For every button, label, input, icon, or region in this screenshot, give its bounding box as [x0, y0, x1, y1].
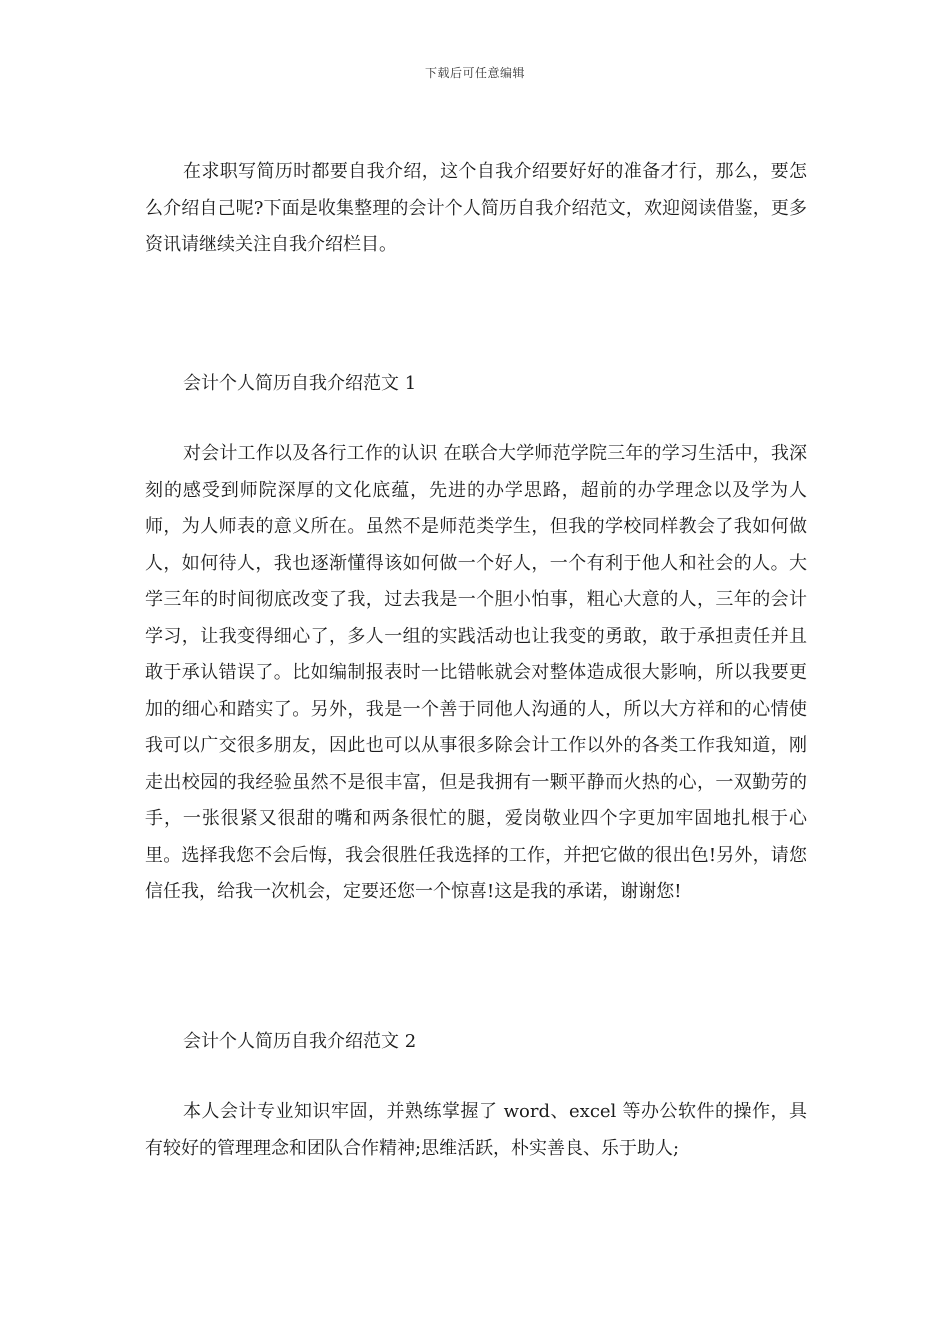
- section-2-title: 会计个人简历自我介绍范文 2: [183, 1031, 417, 1052]
- section-1-paragraph: 对会计工作以及各行工作的认识 在联合大学师范学院三年的学习生活中，我深刻的感受到师院深厚的文化底蕴，先进的办学思路，超前的办学理念以及学为人师，为人师表的意义所在。虽然不是师范类学生，但我的学校同样教会了我如何做人，如何待人，我也逐渐懂得该如何做一个好人，一个有利于他人和社会的人。大学三年的时间彻底改变了我，过去我是一个胆小怕事，粗心大意的人，三年的会计学习，让我变得细心了，多人一组的实践活动也让我变的勇敢，敢于承担责任并且敢于承认错误了。比如编制报表时一比错帐就会对整体造成很大影响，所以我要更加的细心和踏实了。另外，我是一个善于同他人沟通的人，所以大方祥和的心情使我可以广交很多朋友，因此也可以从事很多除会计工作以外的各类工作我知道，刚走出校园的我经验虽然不是很丰富，但是我拥有一颗平静而火热的心，一双勤劳的手，一张很紧又很甜的嘴和两条很忙的腿，爱岗敬业四个字更加牢固地扎根于心里。选择我您不会后悔，我会很胜任我选择的工作，并把它做的很出色!另外，请您信任我，给我一次机会，定要还您一个惊喜!这是我的承诺，谢谢您!: [145, 443, 807, 902]
- section-1-body-block: [145, 436, 807, 911]
- intro-paragraph-block: [145, 154, 807, 264]
- intro-paragraph: 在求职写简历时都要自我介绍，这个自我介绍要好好的准备才行，那么，要怎么介绍自己呢?下面是收集整理的会计个人简历自我介绍范文，欢迎阅读借鉴，更多资讯请继续关注自我介绍栏目。: [145, 161, 807, 255]
- page-header: 下载后可任意编辑: [424, 66, 525, 80]
- section-2-paragraph: 本人会计专业知识牢固，并熟练掌握了 word、excel 等办公软件的操作，具有较好的管理理念和团队合作精神;思维活跃，朴实善良、乐于助人;: [145, 1101, 807, 1159]
- section-1-title: 会计个人简历自我介绍范文 1: [183, 373, 417, 394]
- section-2-body-block: [145, 1094, 807, 1167]
